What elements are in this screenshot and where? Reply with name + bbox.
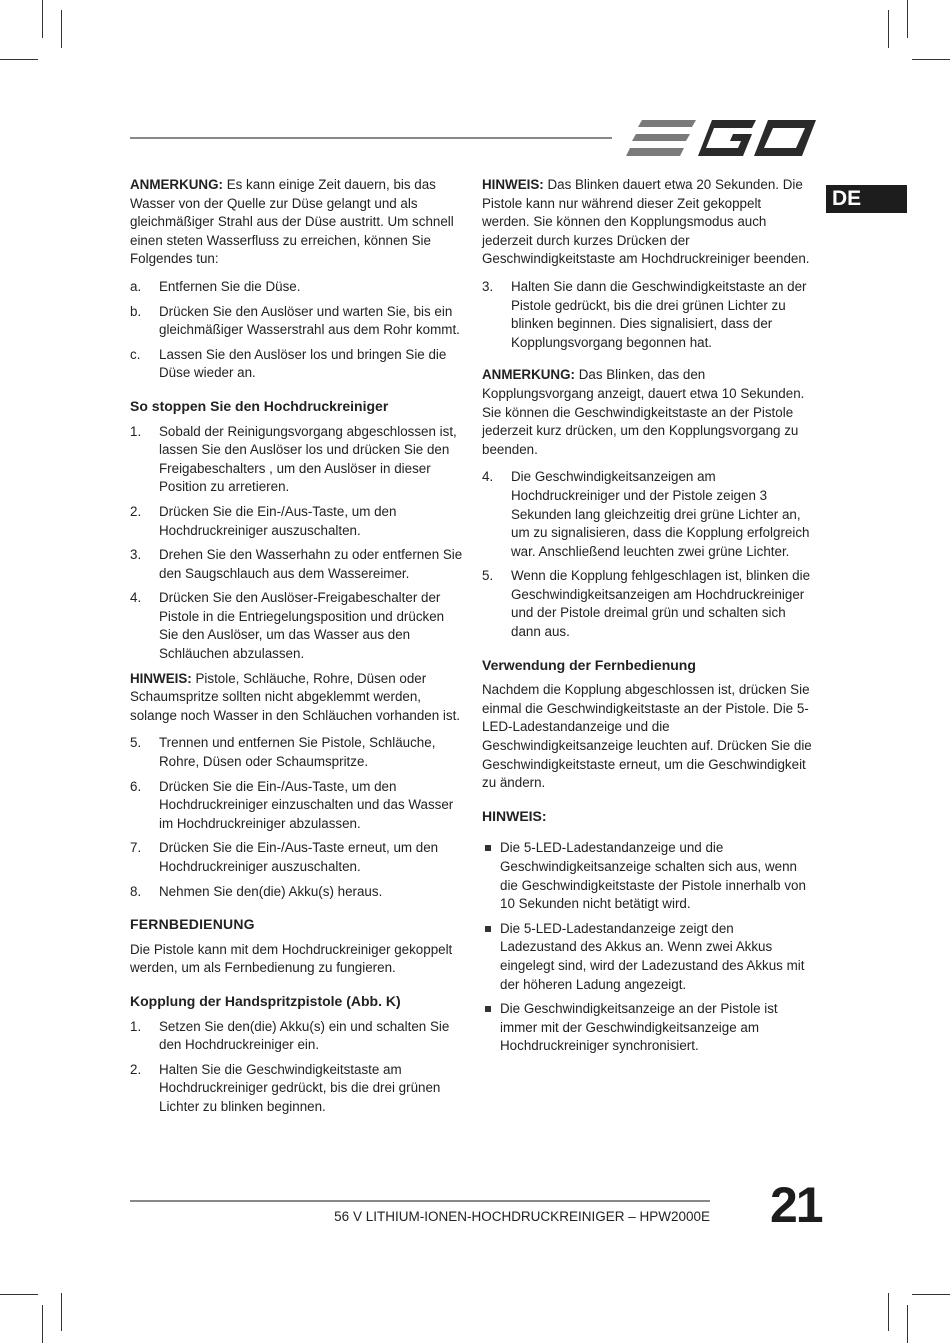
crop-mark — [0, 1294, 38, 1295]
list-item — [130, 778, 465, 834]
note-label: HINWEIS: — [130, 670, 192, 686]
note-paragraph — [130, 176, 465, 269]
list-text: Drücken Sie die Ein-/Aus-Taste, um den Hochdruckreiniger auszuschalten. — [159, 503, 397, 538]
note-paragraph — [482, 176, 812, 269]
list-marker: 2. — [130, 1061, 142, 1077]
list — [482, 278, 812, 352]
list-text: Die Geschwindigkeitsanzeigen am Hochdruckreiniger und der Pistole zeigen 3 Sekunden lang gleichzeitig drei grüne Lichter an, um zu signalisieren, dass die Kopplung erfolgreich war. Anschließend leuchten zwei grüne Lichter. — [511, 469, 810, 559]
list-item — [130, 546, 465, 583]
list-marker: 5. — [482, 568, 494, 584]
language-tab: DE — [826, 185, 907, 213]
note-label: ANMERKUNG: — [482, 367, 575, 383]
list-item — [130, 278, 465, 297]
list-item — [482, 278, 812, 352]
section-heading: FERNBEDIENUNG — [130, 916, 255, 933]
bullet-item — [482, 1000, 812, 1056]
list-item — [130, 503, 465, 540]
list-marker: 8. — [130, 883, 142, 899]
crop-mark — [912, 59, 950, 60]
crop-mark — [888, 10, 889, 48]
bullet-list — [482, 839, 812, 1056]
list-item — [130, 883, 465, 902]
list-text: Setzen Sie den(die) Akku(s) ein und schalten Sie den Hochdruckreiniger ein. — [159, 1018, 450, 1053]
list-item — [130, 1018, 465, 1055]
list — [130, 734, 465, 901]
note-text: Das Blinken dauert etwa 20 Sekunden. Die Pistole kann nur während dieser Zeit gekoppelt werden. Sie können den Kopplungsmodus auch jederzeit durch kurzes Drücken der Geschwindigkeitstaste am Hochdruckreiniger beenden. — [482, 177, 810, 267]
list-text: Lassen Sie den Auslöser los und bringen Sie die Düse wieder an. — [159, 346, 447, 381]
list — [482, 468, 812, 641]
list-text: Drücken Sie die Ein-/Aus-Taste, um den Hochdruckreiniger einzuschalten und das Wasser im Hochdruckreiniger abzulassen. — [159, 778, 454, 831]
list-item — [482, 468, 812, 561]
list-marker: 3. — [482, 278, 494, 294]
section-heading: Kopplung der Handspritzpistole (Abb. K) — [130, 992, 401, 1009]
list-item — [130, 346, 465, 383]
list-text: Sobald der Reinigungsvorgang abgeschlossen ist, lassen Sie den Auslöser los und drücken Sie den Freigabeschalters , um den Auslöser in dieser Position zu arretieren. — [159, 423, 457, 495]
list-item — [130, 734, 465, 771]
list — [130, 423, 465, 664]
bullet-text: Die 5-LED-Ladestandanzeige zeigt den Ladezustand des Akkus an. Wenn zwei Akkus eingelegt sind, wird der Ladezustand des Akkus mit der höheren Ladung angezeigt. — [500, 920, 805, 992]
ego-logo — [626, 116, 816, 160]
list-marker: a. — [130, 278, 142, 294]
crop-mark — [0, 59, 38, 60]
crop-mark — [61, 10, 62, 48]
section-heading: So stoppen Sie den Hochdruckreiniger — [130, 397, 389, 414]
crop-mark — [42, 0, 43, 38]
body-paragraph: Nachdem die Kopplung abgeschlossen ist, drücken Sie einmal die Geschwindigkeitstaste an der Pistole. Die 5-LED-Ladestandanzeige und die Geschwindigkeitsanzeige leuchten auf. Drücken Sie die Geschwindigkeitstaste erneut, um die Geschwindigkeit zu ändern. — [482, 682, 812, 791]
page-number: 21 — [770, 1177, 822, 1233]
list-item — [130, 423, 465, 497]
right-column — [482, 176, 812, 1062]
list-marker: c. — [130, 346, 141, 362]
note-text: Es kann einige Zeit dauern, bis das Wasser von der Quelle zur Düse gelangt und als gleichmäßiger Strahl aus der Düse austritt. Um schnell einen steten Wasserfluss zu erreichen, können Sie Folgendes tun: — [130, 177, 454, 267]
footer-title: 56 V LITHIUM-IONEN-HOCHDRUCKREINIGER – HPW2000E — [334, 1209, 710, 1224]
note-paragraph — [130, 670, 465, 726]
list-text: Drücken Sie die Ein-/Aus-Taste erneut, um den Hochdruckreiniger auszuschalten. — [159, 840, 439, 874]
list-marker: 6. — [130, 778, 142, 794]
list — [130, 1018, 465, 1117]
list-text: Trennen und entfernen Sie Pistole, Schläuche, Rohre, Düsen oder Schaumspritze. — [159, 735, 436, 770]
list-text: Drücken Sie den Auslöser-Freigabeschalter der Pistole in die Entriegelungsposition und drücken Sie den Auslöser, um das Wasser aus den Schläuchen abzulassen. — [159, 590, 445, 662]
crop-mark — [61, 1293, 62, 1331]
left-column — [130, 176, 465, 1123]
list-marker: 7. — [130, 840, 142, 856]
note-text: Das Blinken, das den Kopplungsvorgang anzeigt, dauert etwa 10 Sekunden. Sie können die Geschwindigkeitstaste an der Pistole jederzeit kurz drücken, um den Kopplungsvorgang zu beenden. — [482, 367, 805, 457]
list-marker: 5. — [130, 735, 142, 751]
list-text: Drehen Sie den Wasserhahn zu oder entfernen Sie den Saugschlauch aus dem Wassereimer. — [159, 547, 463, 581]
bullet-text: Die 5-LED-Ladestandanzeige und die Geschwindigkeitsanzeige schalten sich aus, wenn die Geschwindigkeitstaste der Pistole innerhalb von 10 Sekunden nicht betätigt wird. — [500, 840, 806, 912]
footer-rule — [130, 1200, 710, 1202]
list-text: Drücken Sie den Auslöser und warten Sie, bis ein gleichmäßiger Wasserstrahl aus dem Rohr kommt. — [159, 303, 460, 338]
list-marker: 1. — [130, 1018, 142, 1034]
bullet-square-icon — [485, 845, 491, 851]
list-marker: 1. — [130, 423, 142, 439]
list-marker: 4. — [130, 590, 142, 606]
section-heading: Verwendung der Fernbedienung — [482, 656, 696, 673]
list — [130, 278, 465, 383]
list-marker: b. — [130, 303, 142, 319]
list-text: Entfernen Sie die Düse. — [159, 278, 301, 294]
list-item — [482, 567, 812, 641]
bullet-item — [482, 920, 812, 994]
list-item — [130, 589, 465, 663]
bullet-item — [482, 839, 812, 913]
crop-mark — [42, 1305, 43, 1343]
bullet-square-icon — [485, 926, 491, 932]
list-text: Wenn die Kopplung fehlgeschlagen ist, blinken die Geschwindigkeitsanzeigen am Hochdruckreiniger und der Pistole dreimal grün und schalten sich dann aus. — [511, 568, 811, 640]
crop-mark — [888, 1293, 889, 1331]
body-paragraph: Die Pistole kann mit dem Hochdruckreiniger gekoppelt werden, um als Fernbedienung zu fungieren. — [130, 941, 453, 976]
list-item — [130, 1061, 465, 1117]
crop-mark — [907, 0, 908, 38]
note-paragraph — [482, 366, 812, 459]
header-rule — [130, 137, 612, 139]
list-marker: 2. — [130, 503, 142, 519]
list-text: Halten Sie die Geschwindigkeitstaste am Hochdruckreiniger gedrückt, bis die drei grünen Lichter zu blinken beginnen. — [159, 1061, 441, 1114]
list-marker: 4. — [482, 469, 494, 485]
section-heading: HINWEIS: — [482, 807, 547, 824]
bullet-text: Die Geschwindigkeitsanzeige an der Pistole ist immer mit der Geschwindigkeitsanzeige am Hochdruckreiniger synchronisiert. — [500, 1001, 778, 1054]
note-label: ANMERKUNG: — [130, 177, 223, 192]
list-item — [130, 839, 465, 876]
list-marker: 3. — [130, 547, 142, 563]
crop-mark — [907, 1305, 908, 1343]
list-text: Halten Sie dann die Geschwindigkeitstaste an der Pistole gedrückt, bis die drei grünen Lichter zu blinken beginnen. Dies signalisiert, dass der Kopplungsvorgang begonnen hat. — [511, 278, 807, 350]
list-item — [130, 303, 465, 340]
list-text: Nehmen Sie den(die) Akku(s) heraus. — [159, 883, 383, 899]
note-label: HINWEIS: — [482, 177, 544, 192]
note-text: Pistole, Schläuche, Rohre, Düsen oder Schaumspritze sollten nicht abgeklemmt werden, solange noch Wasser in den Schläuchen vorhanden ist. — [130, 670, 461, 723]
crop-mark — [912, 1294, 950, 1295]
bullet-square-icon — [485, 1006, 491, 1012]
